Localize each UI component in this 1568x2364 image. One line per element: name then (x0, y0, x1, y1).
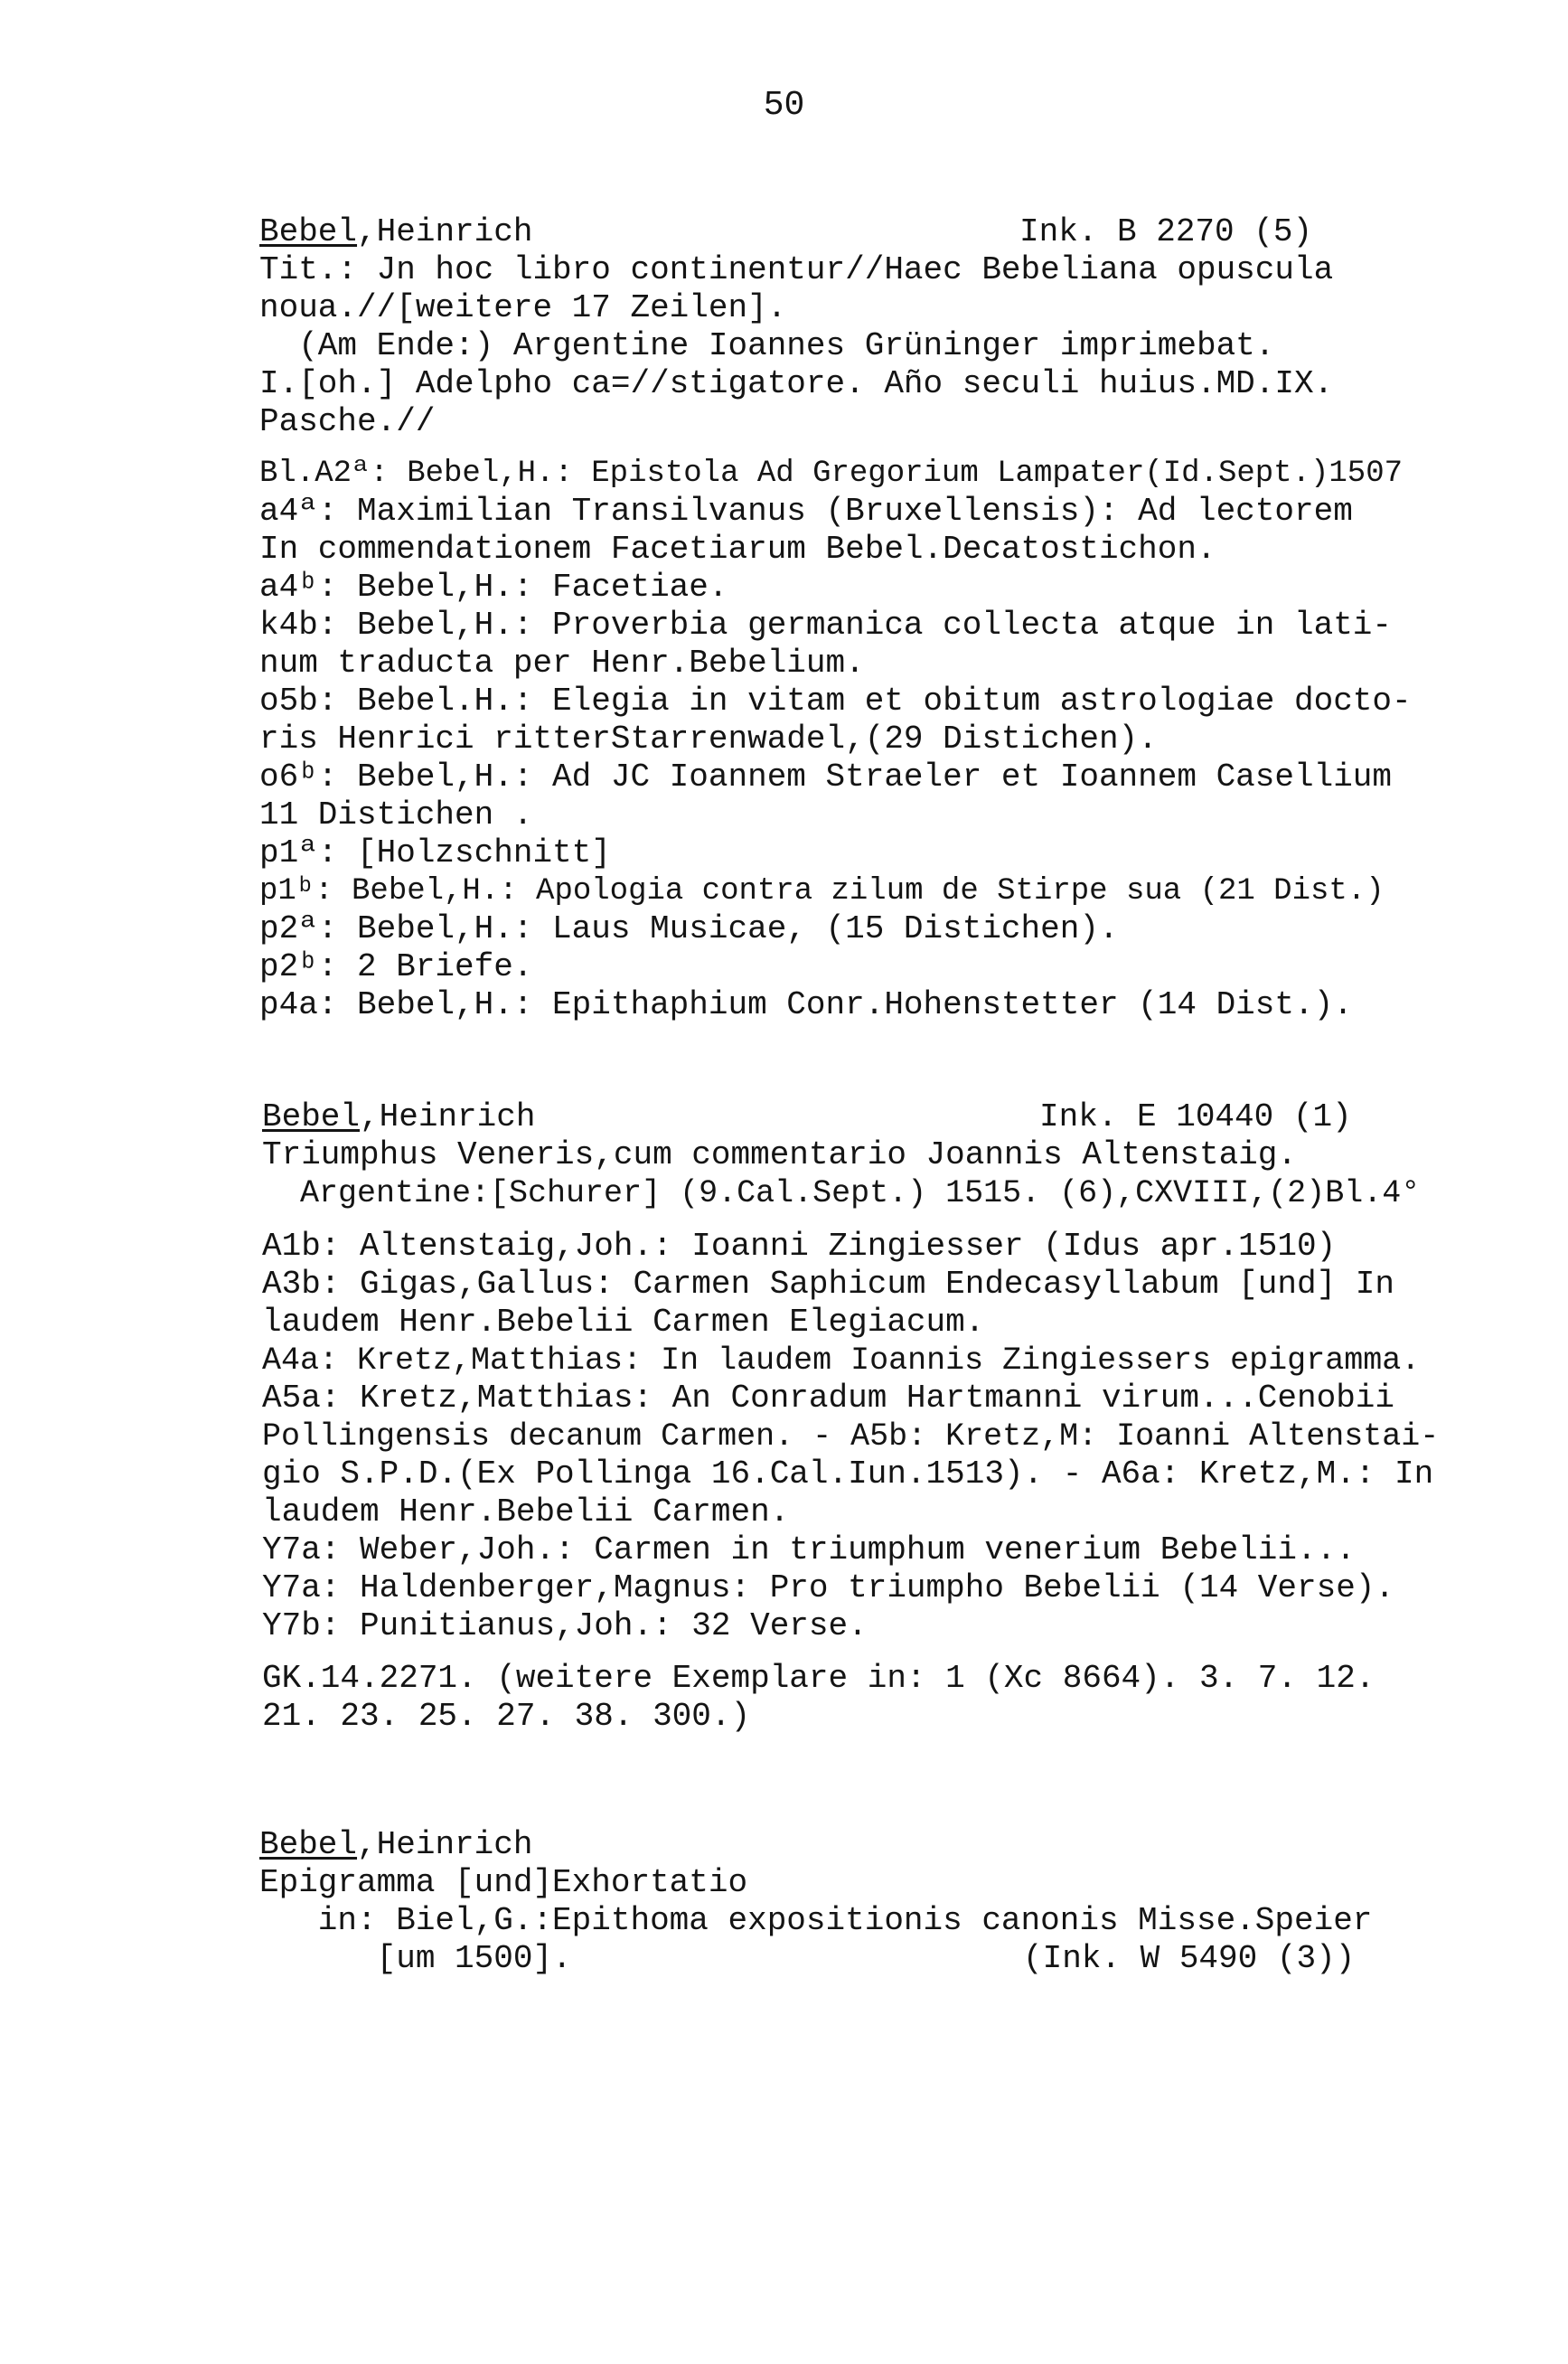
entry-line: GK.14.2271. (weitere Exemplare in: 1 (Xc 8664). 3. 7. 12. (262, 1660, 1376, 1697)
entry-line: noua.//[weitere 17 Zeilen]. (259, 289, 787, 326)
entry-line: ris Henrici ritterStarrenwadel,(29 Distichen). (259, 721, 1158, 758)
entry-line: Triumphus Veneris,cum commentario Joannis Altenstaig. (262, 1136, 1297, 1173)
entry-line: laudem Henr.Bebelii Carmen Elegiacum. (262, 1304, 985, 1341)
entry-line: Pollingensis decanum Carmen. - A5b: Kretz,M: Ioanni Altenstai- (262, 1418, 1440, 1455)
entry-line: p1ᵇ: Bebel,H.: Apologia contra zilum de Stirpe sua (21 Dist.) (259, 874, 1385, 909)
entry-line: p2ª: Bebel,H.: Laus Musicae, (15 Distichen). (259, 910, 1119, 947)
entry-line: A4a: Kretz,Matthias: In laudem Ioannis Zingiessers epigramma. (262, 1342, 1421, 1379)
entry-line: Pasche.// (259, 403, 436, 440)
author-given-name: ,Heinrich (357, 1826, 533, 1863)
entry-line: Epigramma [und]Exhortatio (259, 1864, 748, 1901)
entry-line: A3b: Gigas,Gallus: Carmen Saphicum Endecasyllabum [und] In (262, 1266, 1395, 1303)
entry-line: k4b: Bebel,H.: Proverbia germanica collecta atque in lati- (259, 607, 1393, 644)
entry-line: (Am Ende:) Argentine Ioannes Grüninger imprimebat. (259, 327, 1275, 364)
entry-line: Bl.A2ª: Bebel,H.: Epistola Ad Gregorium Lampater(Id.Sept.)1507 (259, 457, 1404, 491)
entry-line: 11 Distichen . (259, 796, 533, 834)
entry-line: o5b: Bebel.H.: Elegia in vitam et obitum astrologiae docto- (259, 683, 1412, 720)
entry-line: a4ª: Maximilian Transilvanus (Bruxellensis): Ad lectorem (259, 493, 1353, 530)
author-surname: Bebel (262, 1098, 361, 1135)
entry-line: p4a: Bebel,H.: Epithaphium Conr.Hohenstetter (14 Dist.). (259, 986, 1353, 1023)
shelfmark: Ink. E 10440 (1) (1039, 1098, 1352, 1135)
entry-line: gio S.P.D.(Ex Pollinga 16.Cal.Iun.1513). - A6a: Kretz,M.: In (262, 1455, 1434, 1493)
shelfmark: (Ink. W 5490 (3)) (1023, 1940, 1356, 1977)
entry-line: [um 1500]. (259, 1940, 572, 1977)
entry-line: p2ᵇ: 2 Briefe. (259, 948, 533, 985)
entry-line: a4ᵇ: Bebel,H.: Facetiae. (259, 569, 728, 606)
entry-line: o6ᵇ: Bebel,H.: Ad JC Ioannem Straeler et Ioannem Casellium (259, 758, 1393, 796)
entry-line: In commendationem Facetiarum Bebel.Decatostichon. (259, 531, 1216, 568)
entry-line: Tit.: Jn hoc libro continentur//Haec Bebeliana opuscula (259, 251, 1334, 288)
shelfmark: Ink. B 2270 (5) (1019, 213, 1313, 250)
entry-line: I.[oh.] Adelpho ca=//stigatore. Año seculi huius.MD.IX. (259, 365, 1334, 402)
author-surname: Bebel (259, 1826, 358, 1863)
entry-heading (262, 1098, 535, 1136)
entry-line: laudem Henr.Bebelii Carmen. (262, 1493, 790, 1530)
entry-line: Y7a: Weber,Joh.: Carmen in triumphum venerium Bebelii... (262, 1531, 1356, 1568)
entry-line: Y7a: Haldenberger,Magnus: Pro triumpho Bebelii (14 Verse). (262, 1569, 1395, 1606)
entry-line: 21. 23. 25. 27. 38. 300.) (262, 1698, 751, 1735)
page-number: 50 (763, 86, 805, 125)
entry-line: A5a: Kretz,Matthias: An Conradum Hartmanni virum...Cenobii (262, 1380, 1395, 1417)
entry-line: A1b: Altenstaig,Joh.: Ioanni Zingiesser (Idus apr.1510) (262, 1228, 1337, 1265)
entry-heading (259, 1826, 532, 1864)
entry-line: num traducta per Henr.Bebelium. (259, 645, 865, 682)
entry-line: Argentine:[Schurer] (9.Cal.Sept.) 1515. (6),CXVIII,(2)Bl.4° (262, 1175, 1421, 1211)
entry-line: Y7b: Punitianus,Joh.: 32 Verse. (262, 1607, 868, 1644)
author-given-name: ,Heinrich (357, 213, 533, 250)
entry-line: in: Biel,G.:Epithoma expositionis canonis Misse.Speier (259, 1902, 1373, 1939)
author-given-name: ,Heinrich (360, 1098, 536, 1135)
entry-heading (259, 213, 532, 251)
entry-line: p1ª: [Holzschnitt] (259, 834, 611, 871)
author-surname: Bebel (259, 213, 358, 250)
